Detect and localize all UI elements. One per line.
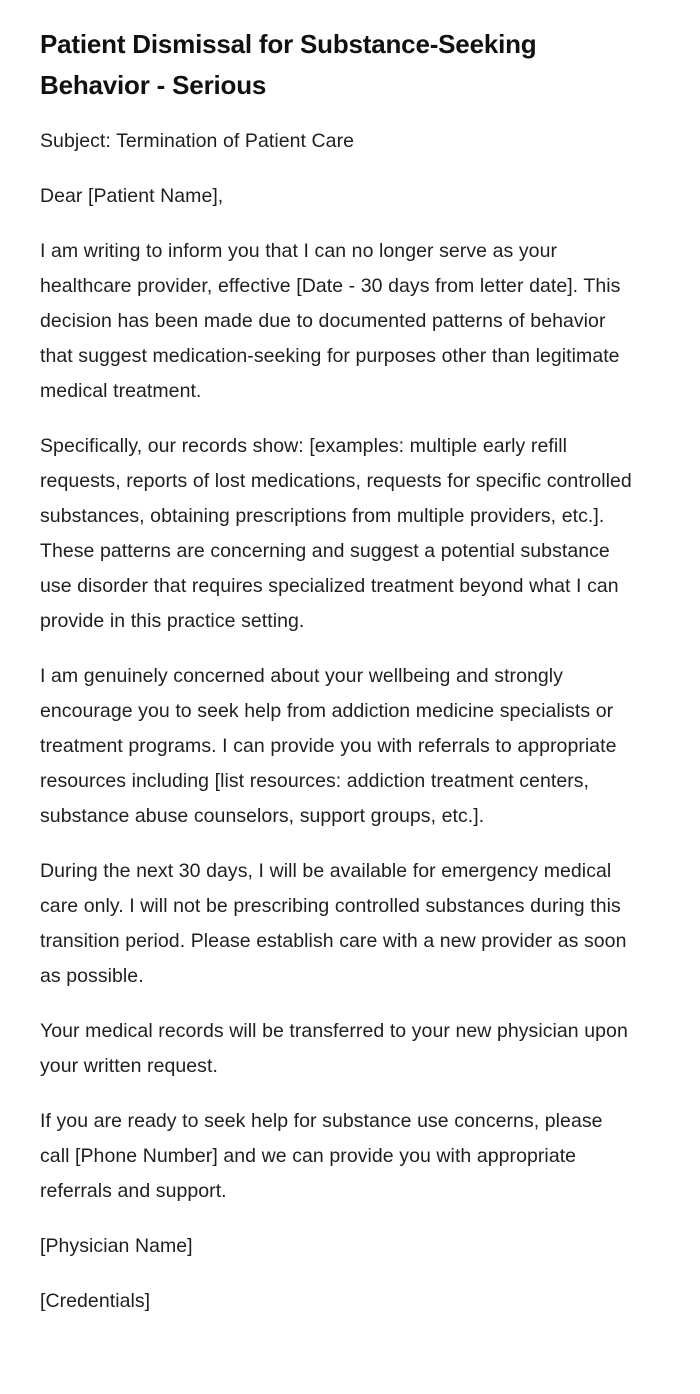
- page-bottom-spacer: [40, 1319, 634, 1367]
- subject-line: Subject: Termination of Patient Care: [40, 130, 355, 152]
- paragraph-records-evidence: Specifically, our records show: [examples: multiple early refill requests, reports of lost medications, requests for specific controlled substances, obtaining prescriptions from multiple providers, etc.]. These patterns are concerning and suggest a potential substance use disorder that requires specialized treatment beyond what I can provide in this practice setting.: [40, 435, 632, 632]
- salutation: Dear [Patient Name],: [40, 185, 224, 207]
- signature-credentials: [Credentials]: [40, 1290, 151, 1312]
- paragraph-contact-for-help: If you are ready to seek help for substance use concerns, please call [Phone Number] and we can provide you with appropriate referrals and support.: [40, 1110, 603, 1202]
- paragraph-reason-for-dismissal: I am writing to inform you that I can no longer serve as your healthcare provider, effective [Date - 30 days from letter date]. This decision has been made due to documented patterns of behavior that suggest medication-seeking for purposes other than legitimate medical treatment.: [40, 240, 621, 402]
- paragraph-referral-encouragement: I am genuinely concerned about your wellbeing and strongly encourage you to seek help from addiction medicine specialists or treatment programs. I can provide you with referrals to appropriate resources including [list resources: addiction treatment centers, substance abuse counselors, support groups, etc.].: [40, 665, 617, 827]
- page-title: Patient Dismissal for Substance-Seeking Behavior - Serious: [40, 29, 537, 100]
- letter-body: [40, 124, 634, 1319]
- letter-article: [40, 0, 634, 1367]
- signature-physician-name: [Physician Name]: [40, 1235, 193, 1257]
- paragraph-records-transfer: Your medical records will be transferred to your new physician upon your written request.: [40, 1020, 628, 1077]
- paragraph-transition-period: During the next 30 days, I will be available for emergency medical care only. I will not be prescribing controlled substances during this transition period. Please establish care with a new provider as soon as possible.: [40, 860, 627, 987]
